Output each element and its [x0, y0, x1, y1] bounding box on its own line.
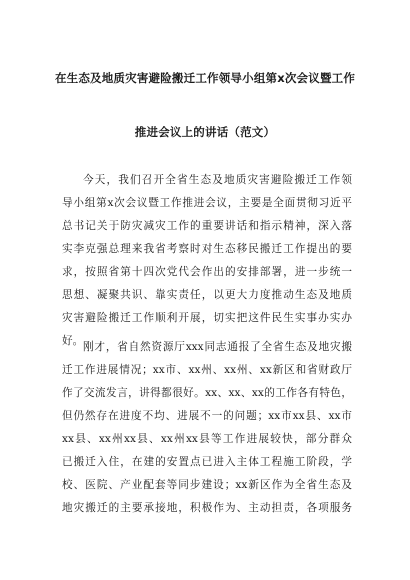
- paragraph-line: 迁工作进展情况；xx市、xx州、xx州、xx新区和省财政厅: [62, 364, 352, 376]
- paragraph-line: 总书记关于防灾减灾工作的重要讲话和指示精神，深入落: [62, 220, 352, 232]
- paragraph-line: 刚才，省自然资源厅xxx同志通报了全省生态及地灾搬: [83, 341, 352, 353]
- paragraph-line: 作了交流发言，讲得都很好。xx、xx、xx的工作各有特色，: [62, 387, 352, 399]
- paragraph-line: 好。: [62, 335, 84, 347]
- paragraph-2: [62, 336, 352, 520]
- paragraph-line: 今天，我们召开全省生态及地质灾害避险搬迁工作领: [83, 174, 352, 186]
- paragraph-line: 地灾搬迁的主要承接地，积极作为、主动担责，各项服务: [62, 502, 352, 514]
- paragraph-line: 但仍然存在进度不均、进展不一的问题；xx市xx县、xx市: [62, 410, 352, 422]
- paragraph-line: xx县、xx州xx县、xx州xx县等工作进展较快，部分群众: [62, 433, 352, 445]
- document-title-line-2: 推进会议上的讲话（范文）: [134, 125, 276, 139]
- document-title-line-1: 在生态及地质灾害避险搬迁工作领导小组第x次会议暨工作: [54, 71, 356, 85]
- paragraph-line: 校、医院、产业配套等同步建设；xx新区作为全省生态及: [62, 479, 352, 491]
- paragraph-line: 实李克强总理来我省考察时对生态移民搬迁工作提出的要: [62, 243, 352, 255]
- paragraph-line: 导小组第x次会议暨工作推进会议，主要是全面贯彻习近平: [62, 197, 352, 209]
- paragraph-line: 已搬迁入住，在建的安置点已进入主体工程施工阶段，学: [62, 456, 352, 468]
- paragraph-line: 思想、凝聚共识、靠实责任，以更大力度推动生态及地质: [62, 289, 352, 301]
- paragraph-line: 灾害避险搬迁工作顺利开展，切实把这件民生实事办实办: [62, 312, 352, 324]
- paragraph-1: [62, 169, 352, 353]
- paragraph-line: 求，按照省第十四次党代会作出的安排部署，进一步统一: [62, 266, 352, 278]
